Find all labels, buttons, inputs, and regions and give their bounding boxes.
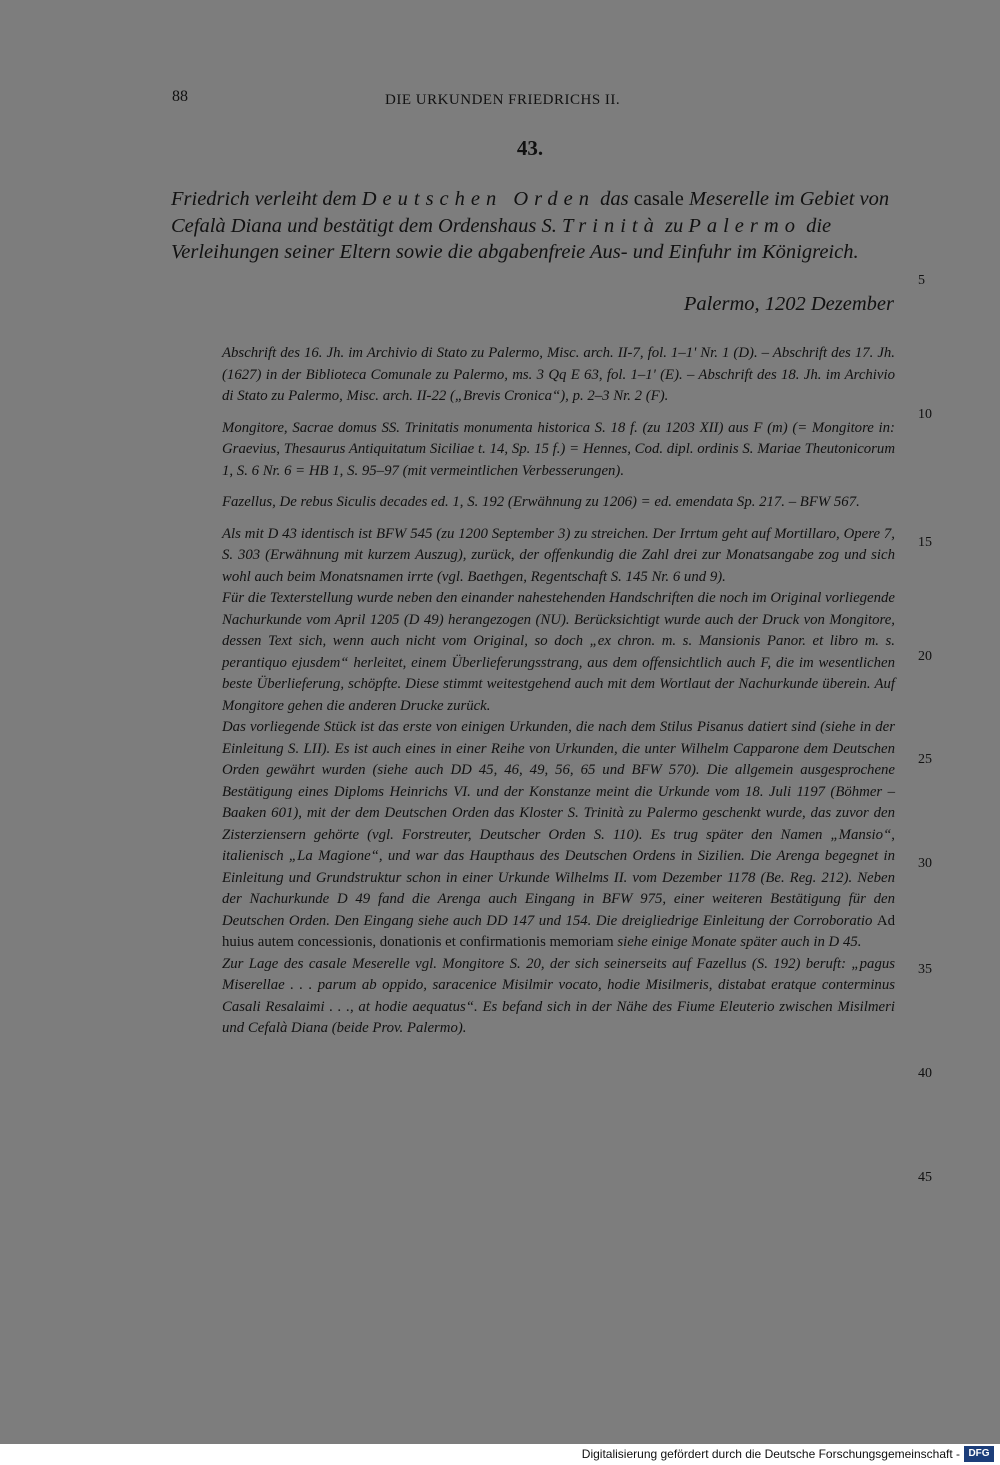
line-number: 45 xyxy=(918,1170,932,1185)
spaced-palermo: Palermo xyxy=(688,214,801,237)
line-number: 15 xyxy=(918,535,932,550)
line-number: 35 xyxy=(918,962,932,977)
regest xyxy=(171,186,895,266)
note-editions: Mongitore, Sacrae domus SS. Trinitatis monumenta historica S. 18 f. (zu 1203 XII) aus F (m) (= Mongitore in: Graevius, Thesaurus Antiquitatum Siciliae t. 14, Sp. 15 f.) = Hennes, Cod. dipl. ordinis S. Mariae Theutonicorum 1, S. 6 Nr. 6 = HB 1, S. 95–97 (mit vermeintlichen Verbesserungen). xyxy=(222,419,895,479)
note-commentary: Das vorliegende Stück ist das erste von einigen Urkunden, die nach dem Stilus Pisanus datiert sind (siehe in der Einleitung S. LII). Es ist auch eines in einer Reihe von Urkunden, die unter Wilhelm Capparone dem Deutschen Orden gewährt wurden (siehe auch DD 45, 46, 49, 56, 65 und BFW 570). Die allgemein ausgesprochene Bestätigung eines Diploms Heinrichs VI. und der Konstanze meint die Urkunde vom 18. Juli 1197 (Böhmer – Baaken 601), mit der dem Deutschen Orden das Kloster S. Trinità zu Palermo geschenkt wurde, das zuvor den Zisterziensern gehörte (vgl. Forstreuter, Deutscher Orden S. 110). Es trug später den Namen „Mansio“, italienisch „La Magione“, und war das Haupthaus des Deutschen Ordens in Sizilien. Die Arenga begegnet in Einleitung und Grundstruktur schon in einer Urkunde Wilhelms II. vom Dezember 1178 (Be. Reg. 212). Neben der Nachurkunde D 49 fand die Arenga auch Eingang in BFW 975, einer weiteren Bestätigung für den Deutschen Orden. Den Eingang siehe auch DD 147 und 154. Die dreigliedrige Einleitung der Corroboratio Ad huius autem concessionis, donationis et confirmationis memoriam siehe einige Monate später auch in D 45. xyxy=(222,719,895,950)
spaced-deutscher-orden: Deutschen Orden xyxy=(361,188,595,210)
place-date: Palermo, 1202 Dezember xyxy=(683,293,894,315)
note-bfw-correction: Als mit D 43 identisch ist BFW 545 (zu 1200 September 3) zu streichen. Der Irrtum geht auf Mortillaro, Opere 7, S. 303 (Erwähnung mit kurzem Auszug), zurück, der offenkundig die Zahl drei zur Monatsangabe zog und sich wohl auch beim Monatsnamen irrte (vgl. Baethgen, Regentschaft S. 145 Nr. 6 und 9). xyxy=(222,525,895,585)
line-number: 10 xyxy=(918,407,932,422)
line-number: 5 xyxy=(918,273,925,288)
line-number: 30 xyxy=(918,856,932,871)
line-number: 25 xyxy=(918,752,932,767)
note-text-basis: Für die Texterstellung wurde neben den einander nahestehenden Handschriften die noch im Original vorliegende Nachurkunde vom April 1205 (D 49) herangezogen (NU). Berücksichtigt wurde auch der Druck von Mongitore, dessen Text sich, wenn auch nicht vom Original, so doch „ex chron. m. s. Mansionis Panor. et libro m. s. perantiquo ejusdem“ herleitet, einem Überlieferungsstrang, aus dem offensichtlich auch F, die im wesentlichen beste Überlieferung, schöpfte. Diese stimmt weitestgehend auch mit dem Wortlaut der Nachurkunde überein. Auf Mongitore gehen die anderen Drucke zurück. xyxy=(222,590,895,714)
spaced-trinita: Trinità xyxy=(562,214,660,237)
note-mentions: Fazellus, De rebus Siculis decades ed. 1, S. 192 (Erwähnung zu 1206) = ed. emendata Sp. 217. – BFW 567. xyxy=(222,494,860,510)
line-number: 20 xyxy=(918,649,932,664)
note-location: Zur Lage des casale Meserelle vgl. Mongitore S. 20, der sich seinerseits auf Fazellus (S. 192) beruft: „pagus Miserellae . . . parum ab oppido, saracenice Misilmir vocato, hodie Misilmeris, distabat eratque conterminus Casali Resalaimi . . ., at hodie aequatus“. Es befand sich in der Nähe des Fiume Eleuterio zwischen Misilmeri und Cefalà Diana (beide Prov. Palermo). xyxy=(222,955,895,1036)
footer-bar xyxy=(0,1444,1000,1465)
line-number: 40 xyxy=(918,1066,932,1081)
note-tradition: Abschrift des 16. Jh. im Archivio di Stato zu Palermo, Misc. arch. II-7, fol. 1–1' Nr. 1 (D). – Abschrift des 17. Jh. (1627) in der Biblioteca Comunale zu Palermo, ms. 3 Qq E 63, fol. 1–1' (E). – Abschrift des 18. Jh. im Archivio di Stato zu Palermo, Misc. arch. II-22 („Brevis Cronica“), p. 2–3 Nr. 2 (F). xyxy=(222,345,895,404)
regest-text: Friedrich verleiht dem Deutschen Orden das casale Meserelle im Gebiet von Cefalà Diana und bestätigt dem Ordenshaus S. Trinità zu Palermo die Verleihungen seiner Eltern sowie die abgabenfreie Aus- und Einfuhr im Königreich. xyxy=(171,188,890,263)
apparatus-notes xyxy=(222,343,895,1040)
document-number: 43. xyxy=(516,136,544,160)
running-head: DIE URKUNDEN FRIEDRICHS II. xyxy=(385,92,621,108)
upright-casale: casale xyxy=(633,188,684,210)
corroboratio-quote: Ad huius autem concessionis, donationis et confirmationis memoriam xyxy=(222,912,895,950)
page-number: 88 xyxy=(172,88,188,105)
dfg-logo-icon: DFG xyxy=(964,1446,994,1462)
funding-credit: Digitalisierung gefördert durch die Deutsche Forschungsgemeinschaft - xyxy=(581,1447,960,1461)
